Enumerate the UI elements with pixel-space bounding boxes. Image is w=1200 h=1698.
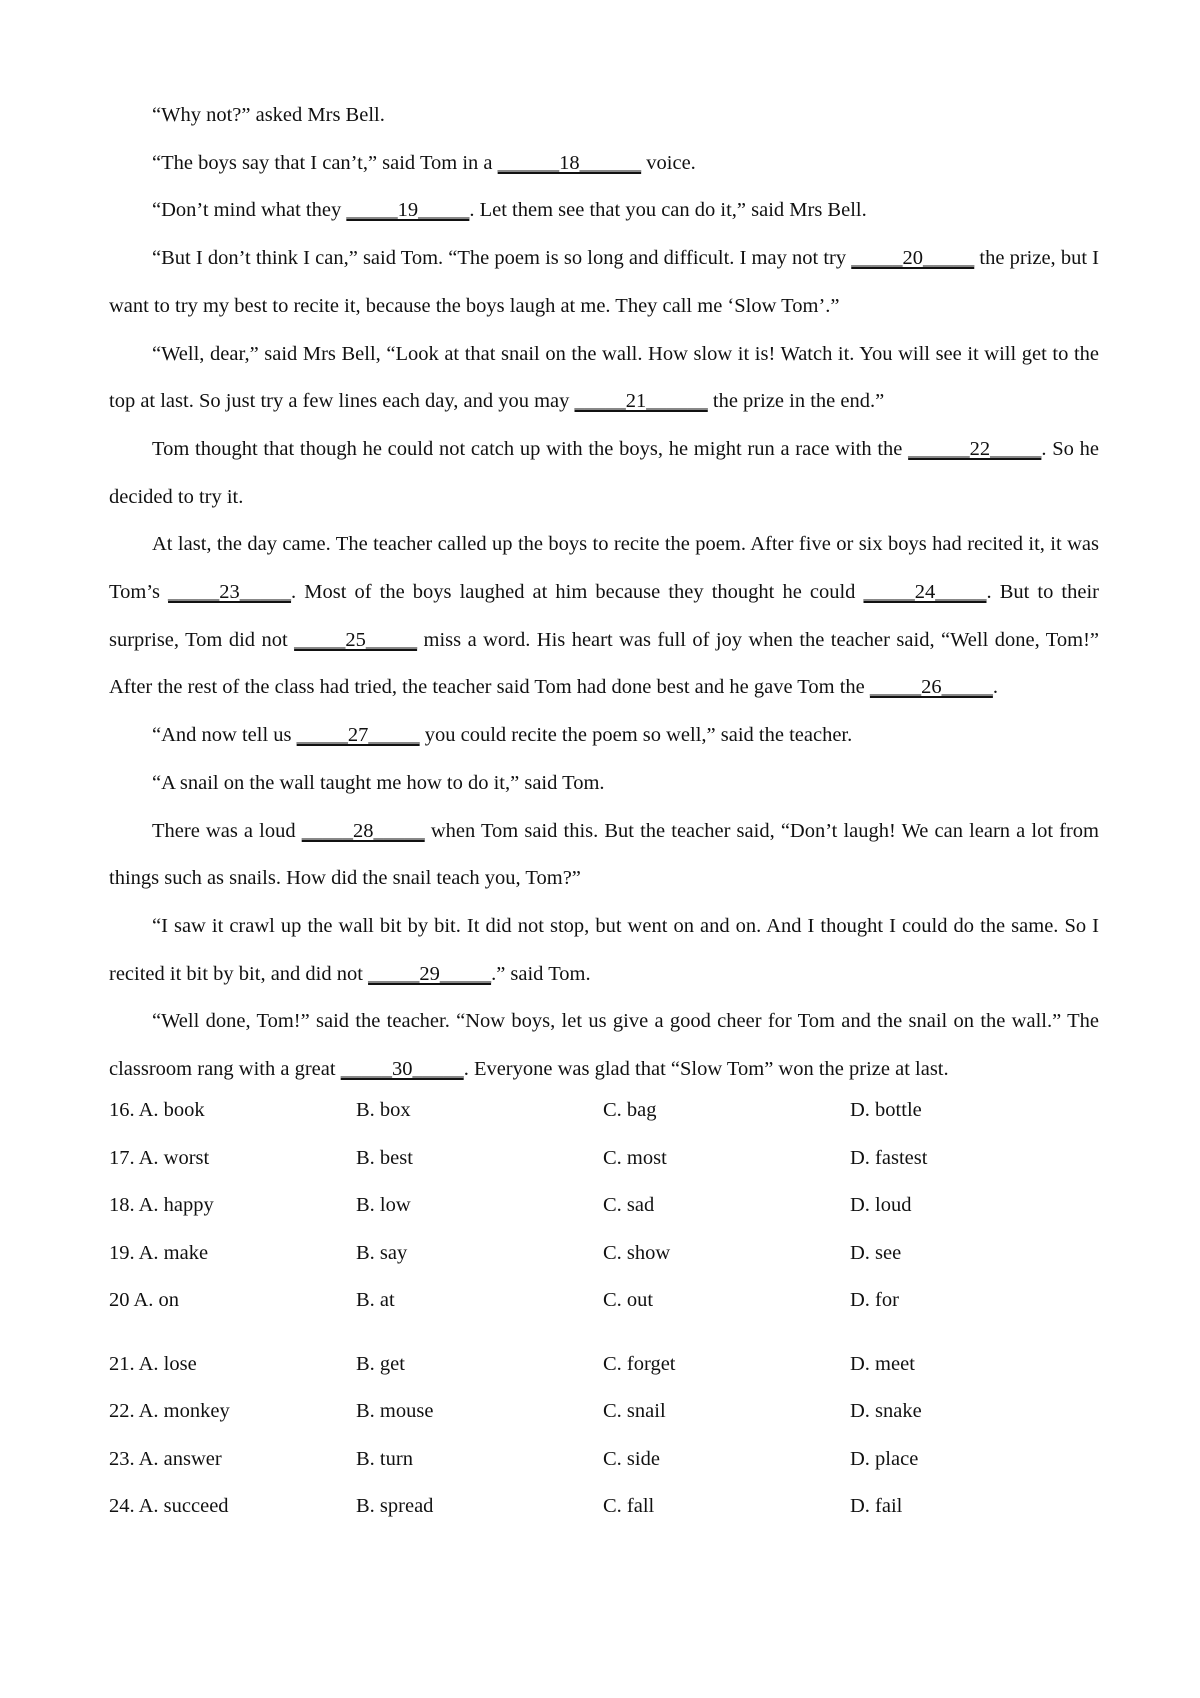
option-b: B. at	[356, 1289, 395, 1311]
option-a: 24. A. succeed	[109, 1495, 229, 1517]
option-c: C. snail	[603, 1400, 666, 1422]
passage-text: the prize in the end.”	[707, 390, 885, 413]
question-row	[109, 1388, 1099, 1436]
answer-blank: _____30_____	[340, 1058, 464, 1081]
answer-blank: _____26_____	[869, 676, 993, 699]
option-c: C. most	[603, 1146, 667, 1169]
option-a: 23. A. answer	[109, 1447, 222, 1470]
answer-blank: ______22_____	[908, 437, 1042, 460]
passage-text: “But I don’t think I can,” said Tom. “The poem is so long and difficult. I may not try	[152, 247, 852, 270]
passage-text: “I saw it crawl up the wall bit by bit. It did not stop, but went on and on. And I thought I could do the same. So I recited it bit by bit, and did not	[109, 914, 1099, 985]
passage-text: “Don’t mind what they	[152, 199, 347, 222]
option-b: B. get	[356, 1352, 405, 1375]
passage-text: .” said Tom.	[491, 962, 591, 985]
passage-text: There was a loud	[152, 819, 302, 842]
passage-paragraph	[109, 140, 1099, 188]
passage-text: “Well done, Tom!” said the teacher. “Now boys, let us give a good cheer for Tom and the snail on the wall.” The classroom rang with a great	[109, 1010, 1099, 1081]
passage-paragraph	[109, 760, 1099, 808]
question-row	[109, 1135, 1099, 1183]
option-a: 18. A. happy	[109, 1194, 214, 1216]
option-b: B. low	[356, 1194, 411, 1216]
passage-text: . Everyone was glad that “Slow Tom” won the prize at last.	[463, 1058, 949, 1081]
passage-text: . Most of the boys laughed at him because they thought he could	[291, 581, 864, 604]
passage-paragraph	[109, 808, 1099, 903]
option-a: 19. A. make	[109, 1241, 209, 1264]
option-b: B. mouse	[356, 1400, 434, 1422]
passage-paragraph	[109, 903, 1099, 998]
option-c: C. bag	[603, 1099, 657, 1121]
question-row	[109, 1182, 1099, 1230]
option-a: 21. A. lose	[109, 1352, 197, 1375]
option-d: D. for	[850, 1289, 899, 1311]
option-b: B. turn	[356, 1447, 413, 1470]
option-d: D. meet	[850, 1352, 915, 1375]
option-d: D. place	[850, 1447, 919, 1470]
answer-blank: _____24_____	[863, 581, 987, 604]
passage-paragraph	[109, 235, 1099, 330]
passage-paragraph	[109, 712, 1099, 760]
passage-paragraph	[109, 998, 1099, 1093]
option-c: C. fall	[603, 1495, 655, 1517]
option-b: B. spread	[356, 1495, 434, 1517]
answer-blank: _____29_____	[368, 962, 492, 985]
passage-text: At last, the day came. The teacher called up the boys to recite the poem. After five or six boys had recited it, it was Tom’s	[109, 533, 1099, 604]
question-row	[109, 1436, 1099, 1484]
option-d: D. bottle	[850, 1099, 922, 1121]
passage-paragraph	[109, 426, 1099, 521]
answer-blank: _____19_____	[346, 199, 470, 222]
option-c: C. forget	[603, 1352, 676, 1375]
passage-text: . Let them see that you can do it,” said Mrs Bell.	[469, 199, 867, 222]
question-row	[109, 1341, 1099, 1389]
option-a: 22. A. monkey	[109, 1400, 230, 1422]
question-row	[109, 1087, 1099, 1135]
answer-blank: _____23_____	[168, 581, 292, 604]
passage-text: the prize, but I want to try my best to recite it, because the boys laugh at me. They call me ‘Slow Tom’.”	[109, 247, 1099, 317]
passage-text: .	[992, 676, 999, 699]
passage-paragraph	[109, 521, 1099, 712]
answer-blank: ______18______	[497, 151, 642, 174]
option-d: D. fail	[850, 1495, 903, 1517]
option-a: 20 A. on	[109, 1289, 180, 1311]
passage-text: miss a word. His heart was full of joy when the teacher said, “Well done, Tom!” After the rest of the class had tried, the teacher said Tom had done best and he gave Tom the	[109, 628, 1099, 699]
passage-text: . So he decided to try it.	[109, 437, 1100, 508]
answer-blank: _____28_____	[301, 819, 425, 842]
option-d: D. see	[850, 1241, 902, 1264]
option-c: C. out	[603, 1289, 654, 1311]
answer-blank: _____27_____	[296, 724, 420, 747]
passage-text: when Tom said this. But the teacher said, “Don’t laugh! We can learn a lot from things such as snails. How did the snail teach you, Tom?”	[109, 819, 1099, 890]
question-row	[109, 1277, 1099, 1325]
passage-text: Tom thought that though he could not catch up with the boys, he might run a race with the	[152, 437, 909, 460]
option-d: D. snake	[850, 1400, 922, 1422]
option-a: 17. A. worst	[109, 1146, 210, 1169]
option-b: B. box	[356, 1099, 411, 1121]
option-b: B. say	[356, 1241, 408, 1264]
passage-text: “Well, dear,” said Mrs Bell, “Look at that snail on the wall. How slow it is! Watch it. You will see it will get to the top at last. So just try a few lines each day, and you may	[109, 342, 1099, 413]
option-d: D. fastest	[850, 1146, 928, 1169]
question-row	[109, 1230, 1099, 1278]
option-c: C. sad	[603, 1194, 655, 1216]
passage-text: “And now tell us	[152, 724, 297, 747]
question-row	[109, 1483, 1099, 1531]
option-a: 16. A. book	[109, 1099, 205, 1121]
passage-text: “The boys say that I can’t,” said Tom in a	[152, 151, 498, 174]
passage-text: voice.	[641, 151, 696, 174]
passage-text: “A snail on the wall taught me how to do it,” said Tom.	[152, 771, 605, 794]
option-d: D. loud	[850, 1194, 912, 1216]
option-c: C. show	[603, 1241, 671, 1264]
passage-paragraph	[109, 331, 1099, 426]
answer-blank: _____21______	[574, 390, 708, 413]
passage-text: “Why not?” asked Mrs Bell.	[152, 104, 385, 126]
passage-text: you could recite the poem so well,” said the teacher.	[419, 724, 853, 747]
option-b: B. best	[356, 1146, 413, 1169]
passage-text: . But to their surprise, Tom did not	[109, 581, 1099, 651]
answer-options	[109, 1087, 1099, 1531]
passage-paragraph	[109, 187, 1099, 235]
answer-blank: _____25_____	[294, 628, 418, 651]
answer-blank: _____20_____	[851, 247, 975, 270]
option-c: C. side	[603, 1447, 660, 1470]
passage-paragraph	[109, 92, 1099, 140]
cloze-passage	[109, 92, 1099, 1094]
